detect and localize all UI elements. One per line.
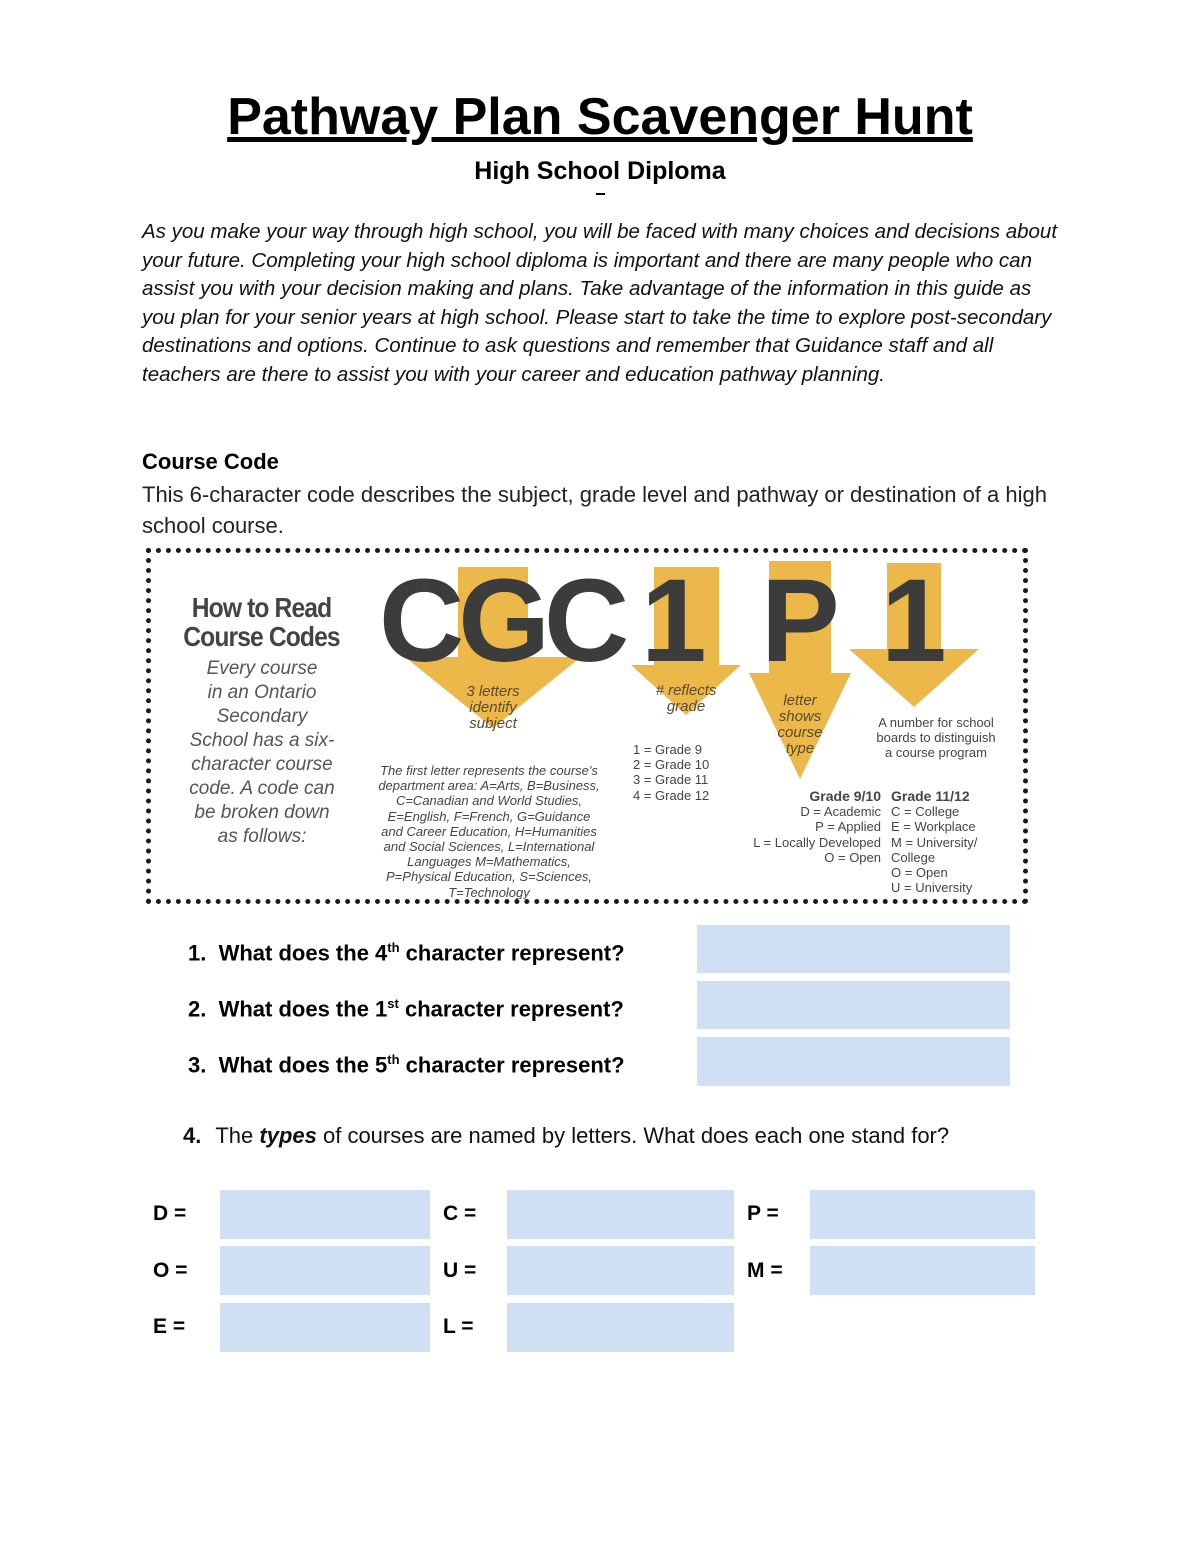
- arrow-type-label: letter shows course type: [777, 692, 823, 757]
- course-code-description: This 6-character code describes the subject, grade level and pathway or destination of a high school course.: [142, 482, 1047, 538]
- infographic-intro: Every course in an Ontario Secondary School has a six- character course code. A code can be broken down as follows:: [189, 658, 335, 847]
- page-subtitle: High School Diploma: [474, 157, 726, 185]
- infographic-heading: How to Read Course Codes: [183, 592, 340, 652]
- code-letters: CGC: [379, 555, 624, 687]
- label-p: P =: [747, 1202, 779, 1225]
- question-2: 2. What does the 1st character represent?: [188, 996, 624, 1022]
- answer-m[interactable]: [810, 1246, 1035, 1295]
- label-m: M =: [747, 1259, 783, 1282]
- answer-e[interactable]: [220, 1303, 430, 1352]
- code-last-digit: 1: [881, 555, 941, 687]
- label-c: C =: [443, 1202, 477, 1225]
- label-o: O =: [153, 1259, 188, 1282]
- arrow-subject-label: 3 letters identify subject: [466, 683, 520, 732]
- grade-1112-types: Grade 11/12 C = College E = Workplace M = University/ College O = Open U = University: [891, 788, 978, 896]
- program-description: A number for school boards to distinguish a course program: [876, 715, 996, 761]
- subtitle-dash: [596, 193, 605, 195]
- label-l: L =: [443, 1315, 474, 1338]
- answer-c[interactable]: [507, 1190, 734, 1239]
- code-type-letter: P: [761, 555, 834, 687]
- answer-box-3[interactable]: [697, 1037, 1010, 1086]
- page-title: Pathway Plan Scavenger Hunt: [227, 88, 973, 146]
- answer-l[interactable]: [507, 1303, 734, 1352]
- answer-box-1[interactable]: [697, 925, 1010, 973]
- label-e: E =: [153, 1315, 186, 1338]
- course-code-infographic: [146, 548, 1028, 904]
- intro-paragraph: As you make your way through high school, you will be faced with many choices and decisions about your future. Completing your high school diploma is important and there are many people who can assist you with your decision making and plans. Take advantage of the information in this guide as you plan for your senior years at high school. Please start to take the time to explore post-secondary destinations and options. Continue to ask questions and remember that Guidance staff and all teachers are there to assist you with your career and education pathway planning.: [142, 220, 1058, 386]
- question-1: 1. What does the 4th character represent?: [188, 940, 625, 966]
- question-3: 3. What does the 5th character represent?: [188, 1052, 625, 1078]
- department-list: The first letter represents the course's department area: A=Arts, B=Business, C=Canadian and World Studies, E=English, F=French, G=Guidance and Career Education, H=Humanities and Social Sciences, L=International Languages M=Mathematics, P=Physical Education, S=Sciences, T=Technology: [378, 763, 600, 900]
- grade-910-types: Grade 9/10 D = Academic P = Applied L = Locally Developed O = Open: [753, 788, 881, 865]
- answer-p[interactable]: [810, 1190, 1035, 1239]
- arrow-grade-label: # reflects grade: [655, 682, 717, 715]
- label-u: U =: [443, 1259, 477, 1282]
- answer-u[interactable]: [507, 1246, 734, 1295]
- answer-o[interactable]: [220, 1246, 430, 1295]
- code-grade-digit: 1: [641, 555, 701, 687]
- grade-list: 1 = Grade 9 2 = Grade 10 3 = Grade 11 4 = Grade 12: [633, 742, 710, 803]
- label-d: D =: [153, 1202, 187, 1225]
- question-4: 4. The types of courses are named by letters. What does each one stand for?: [183, 1123, 950, 1148]
- answer-box-2[interactable]: [697, 981, 1010, 1029]
- answer-d[interactable]: [220, 1190, 430, 1239]
- course-code-heading: Course Code: [142, 449, 279, 474]
